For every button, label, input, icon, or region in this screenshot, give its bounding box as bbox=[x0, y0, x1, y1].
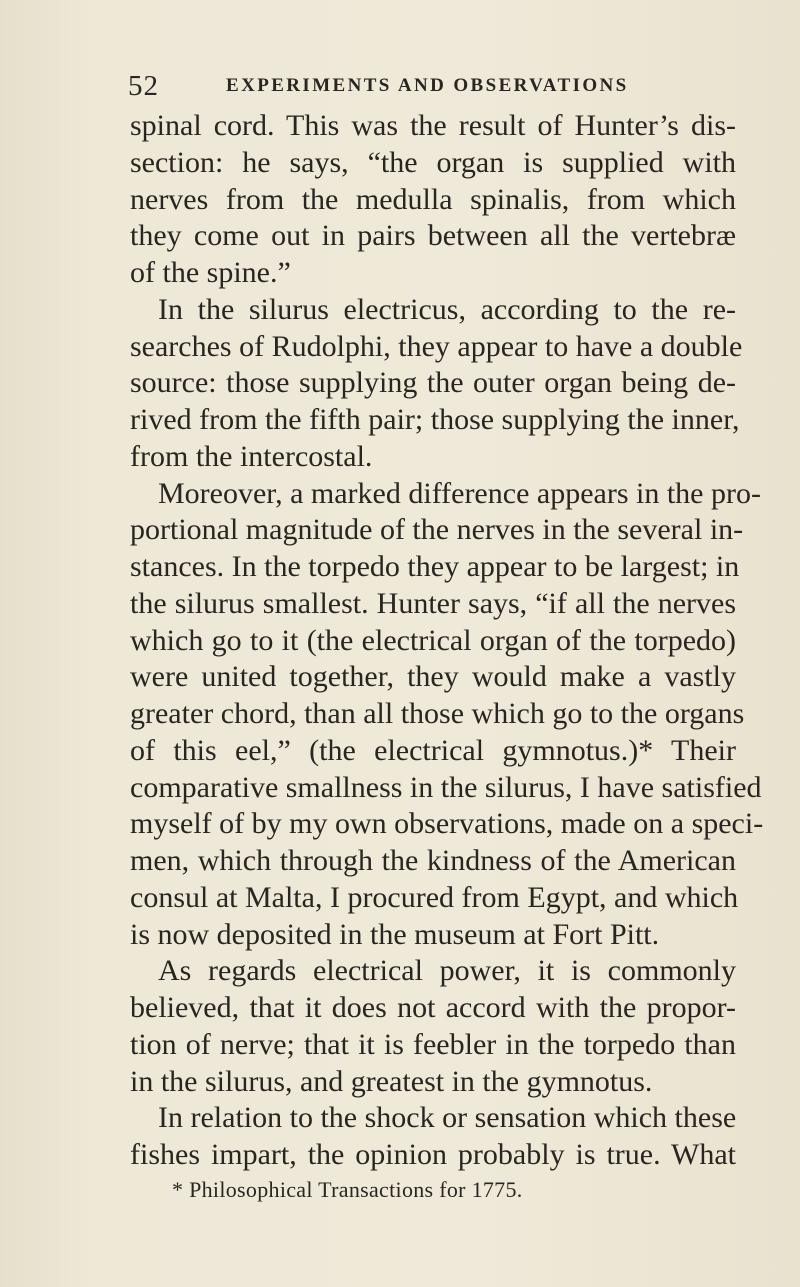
text-line: consul at Malta, I procured from Egypt, and which bbox=[130, 880, 739, 914]
text-line: were united together, they would make a vastly bbox=[130, 660, 736, 694]
text-line: searches of Rudolphi, they appear to have a double bbox=[130, 329, 743, 363]
text-line: of the spine.” bbox=[130, 256, 291, 289]
text-line: is now deposited in the museum at Fort Pitt. bbox=[130, 917, 660, 951]
footnote: * Philosophical Transactions for 1775. bbox=[172, 1177, 523, 1202]
running-head bbox=[128, 70, 748, 100]
text-line: stances. In the torpedo they appear to be largest; in bbox=[130, 550, 740, 583]
text-line: portional magnitude of the nerves in the several in- bbox=[130, 513, 744, 547]
text-line: spinal cord. This was the result of Hunter’s dis- bbox=[130, 109, 736, 142]
text-line: greater chord, than all those which go to the organs bbox=[130, 697, 745, 730]
text-line: rived from the fifth pair; those supplying the inner, bbox=[130, 403, 740, 436]
text-line: the silurus smallest. Hunter says, “if all the nerves bbox=[130, 586, 736, 620]
page-number: 52 bbox=[128, 70, 159, 102]
text-line: fishes impart, the opinion probably is true. What bbox=[130, 1138, 736, 1171]
text-line: nerves from the medulla spinalis, from which bbox=[130, 182, 736, 216]
text-line: tion of nerve; that it is feebler in the torpedo than bbox=[130, 1027, 736, 1061]
text-line: men, which through the kindness of the American bbox=[130, 844, 736, 877]
text-line: in the silurus, and greatest in the gymnotus. bbox=[130, 1064, 653, 1098]
text-line: In relation to the shock or sensation which these bbox=[158, 1101, 737, 1135]
running-title: EXPERIMENTS AND OBSERVATIONS bbox=[226, 75, 629, 96]
text-line: As regards electrical power, it is commonly bbox=[158, 954, 736, 988]
body-text bbox=[130, 108, 764, 1174]
text-line: from the intercostal. bbox=[130, 439, 373, 473]
text-line: source: those supplying the outer organ being de- bbox=[130, 366, 736, 400]
text-line: which go to it (the electrical organ of the torpedo) bbox=[130, 623, 736, 657]
text-line: comparative smallness in the silurus, I have satisfied bbox=[130, 770, 762, 804]
text-line: of this eel,” (the electrical gymnotus.)* Their bbox=[130, 733, 736, 767]
text-line: myself of by my own observations, made on a speci- bbox=[130, 807, 764, 841]
text-line: they come out in pairs between all the vertebræ bbox=[130, 219, 736, 253]
text-line: Moreover, a marked difference appears in the pro- bbox=[158, 476, 761, 510]
text-line: In the silurus electricus, according to the re- bbox=[158, 292, 736, 326]
text-line: believed, that it does not accord with the propor- bbox=[130, 991, 736, 1024]
text-line: section: he says, “the organ is supplied with bbox=[130, 145, 736, 179]
